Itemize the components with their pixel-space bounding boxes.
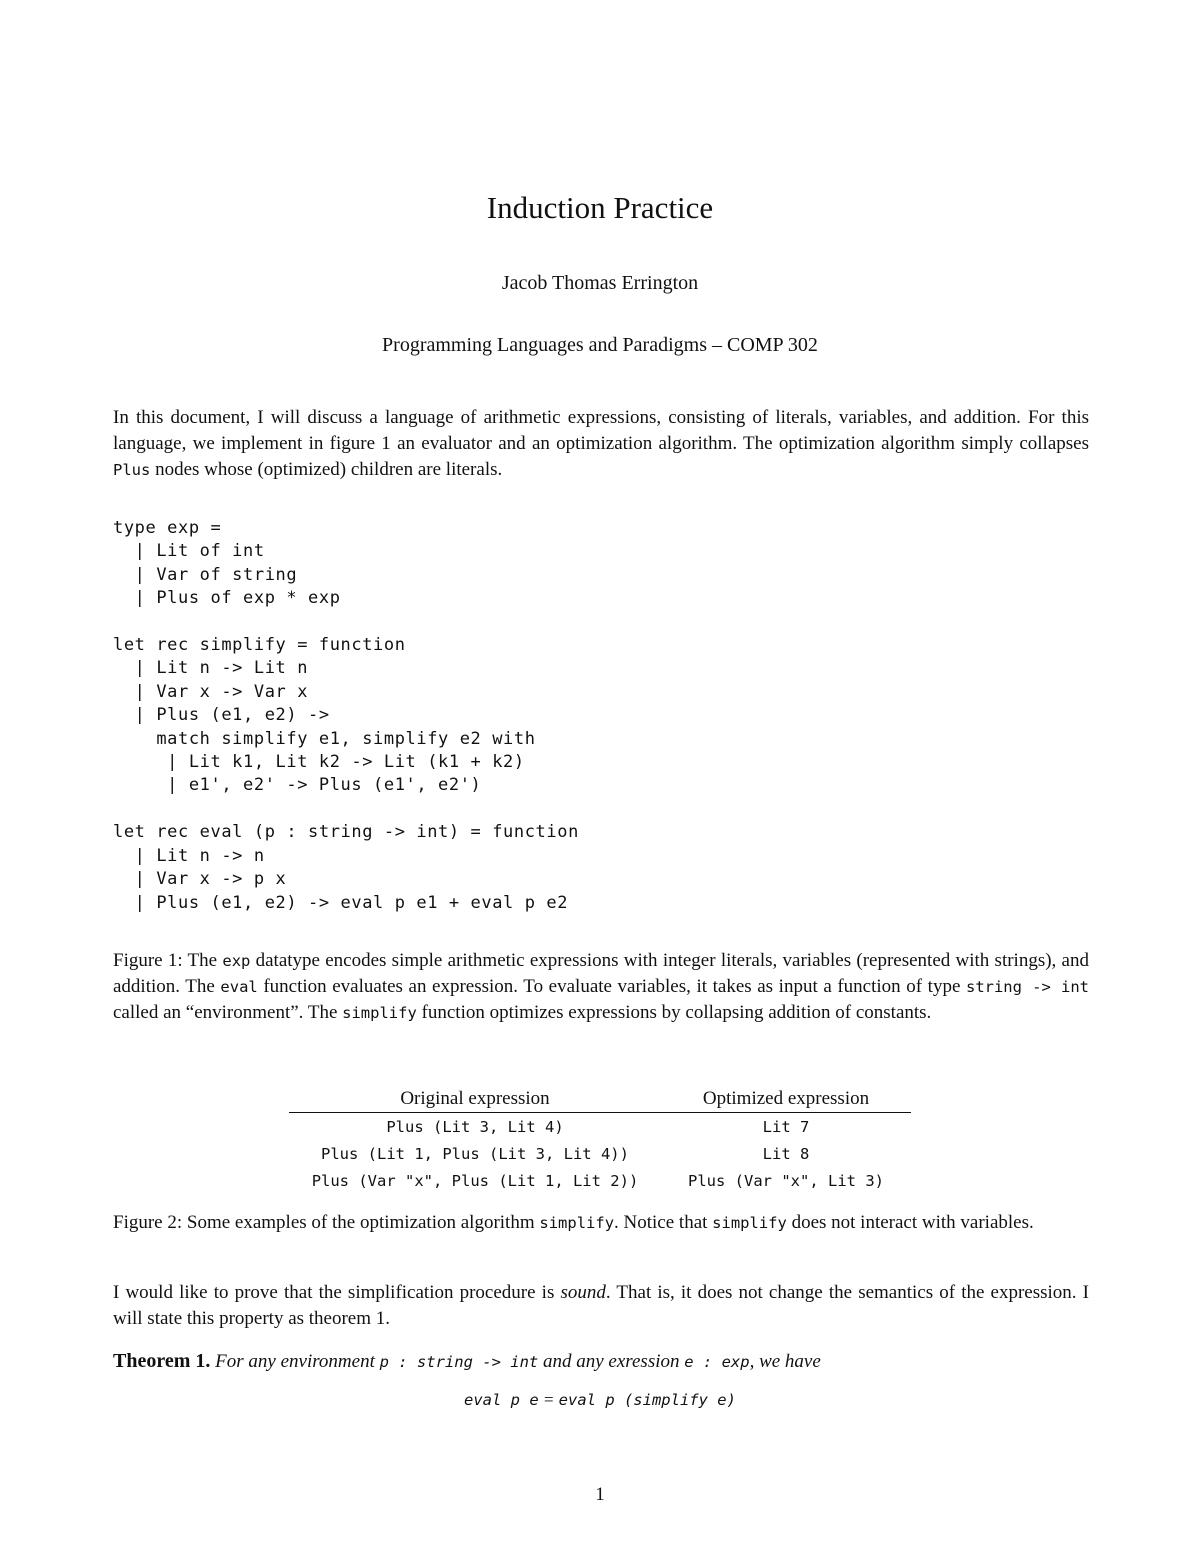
course-name: Programming Languages and Paradigms – COMP 302 <box>382 334 818 356</box>
table-cell-original: Plus (Lit 1, Plus (Lit 3, Lit 4)) <box>321 1144 629 1163</box>
table-cell-optimized: Plus (Var "x", Lit 3) <box>688 1171 884 1190</box>
fig1-text-5: function optimizes expressions by collapsing addition of constants. <box>416 1002 932 1023</box>
fig2-text-3: does not interact with variables. <box>786 1212 1034 1233</box>
soundness-paragraph <box>113 1280 1089 1332</box>
soundness-emphasis: sound <box>560 1282 606 1303</box>
intro-text-1: In this document, I will discuss a language of arithmetic expressions, consisting of literals, variables, and addition. For this language, we implement in figure 1 an evaluator and an optimization algorithm. The optimization algorithm simply collapses <box>113 407 1089 454</box>
page-number: 1 <box>595 1484 605 1505</box>
table-cell-optimized: Lit 8 <box>762 1144 810 1163</box>
intro-paragraph <box>113 405 1089 483</box>
soundness-text-1: I would like to prove that the simplification procedure is <box>113 1282 561 1303</box>
table-row <box>289 1113 911 1141</box>
table-cell-original: Plus (Lit 3, Lit 4) <box>386 1117 564 1136</box>
document-title: Induction Practice <box>486 190 714 225</box>
soundness-text-2: . That is, it does not change the semantics of the expression. I will state this property as theorem 1. <box>113 1282 1089 1329</box>
table-row <box>289 1167 911 1194</box>
fig1-code-exp: exp <box>222 952 251 970</box>
fig1-code-type: string -> int <box>965 978 1089 996</box>
fig1-code-simplify: simplify <box>342 1004 417 1022</box>
theorem-equation <box>0 1390 1200 1410</box>
table-row <box>289 1140 911 1167</box>
figure-1-caption <box>113 948 1089 1026</box>
equation-lhs: eval p e <box>464 1391 539 1409</box>
intro-code-plus: Plus <box>113 461 151 479</box>
equation-rhs: eval p (simplify e) <box>558 1391 736 1409</box>
theorem-code-env: p : string -> int <box>379 1353 539 1371</box>
table-cell-original: Plus (Var "x", Plus (Lit 1, Lit 2)) <box>311 1171 639 1190</box>
code-listing: type exp = | Lit of int | Var of string | Plus of exp * exp let rec simplify = function | Lit n -> Lit n | Var x -> Var x | Plus (e1, e2) -> match simplify e1, simplify e2 with | Lit k1, Lit k2 -> Lit (k1 + k2) | e1', e2' -> Plus (e1', e2') let rec eval (p : string -> int) = function | Lit n -> n | Var x -> p x | Plus (e1, e2) -> eval p e1 + eval p e2 <box>113 518 579 913</box>
theorem-text-1: For any environment <box>210 1351 380 1372</box>
fig1-text-2: datatype encodes simple arithmetic expressions with integer literals, variables (represented with strings), and addition. The <box>113 950 1089 997</box>
fig2-text-2: . Notice that <box>614 1212 713 1233</box>
table-header-optimized: Optimized expression <box>661 1084 911 1113</box>
author-name: Jacob Thomas Errington <box>501 272 699 294</box>
equation-equals: = <box>538 1390 559 1409</box>
theorem-code-exp: e : exp <box>684 1353 750 1371</box>
fig1-text-3: function evaluates an expression. To evaluate variables, it takes as input a function of type <box>257 976 966 997</box>
theorem-text-2: and any exression <box>538 1351 685 1372</box>
intro-text-2: nodes whose (optimized) children are literals. <box>150 459 503 480</box>
theorem-label: Theorem 1. <box>113 1350 211 1372</box>
table-cell-optimized: Lit 7 <box>762 1117 810 1136</box>
fig2-code-simplify-2: simplify <box>712 1214 787 1232</box>
fig2-text-1: Figure 2: Some examples of the optimization algorithm <box>113 1212 540 1233</box>
table-header-row <box>289 1084 911 1113</box>
fig2-code-simplify-1: simplify <box>539 1214 615 1232</box>
table-header-original: Original expression <box>289 1084 661 1113</box>
fig1-text-4: called an “environment”. The <box>113 1002 343 1023</box>
theorem-text-3: , we have <box>749 1351 821 1372</box>
examples-table <box>289 1084 911 1194</box>
figure-2-caption <box>113 1210 1089 1236</box>
fig1-code-eval: eval <box>220 978 258 996</box>
fig1-text-1: Figure 1: The <box>113 950 223 971</box>
theorem-statement <box>113 1348 1089 1375</box>
